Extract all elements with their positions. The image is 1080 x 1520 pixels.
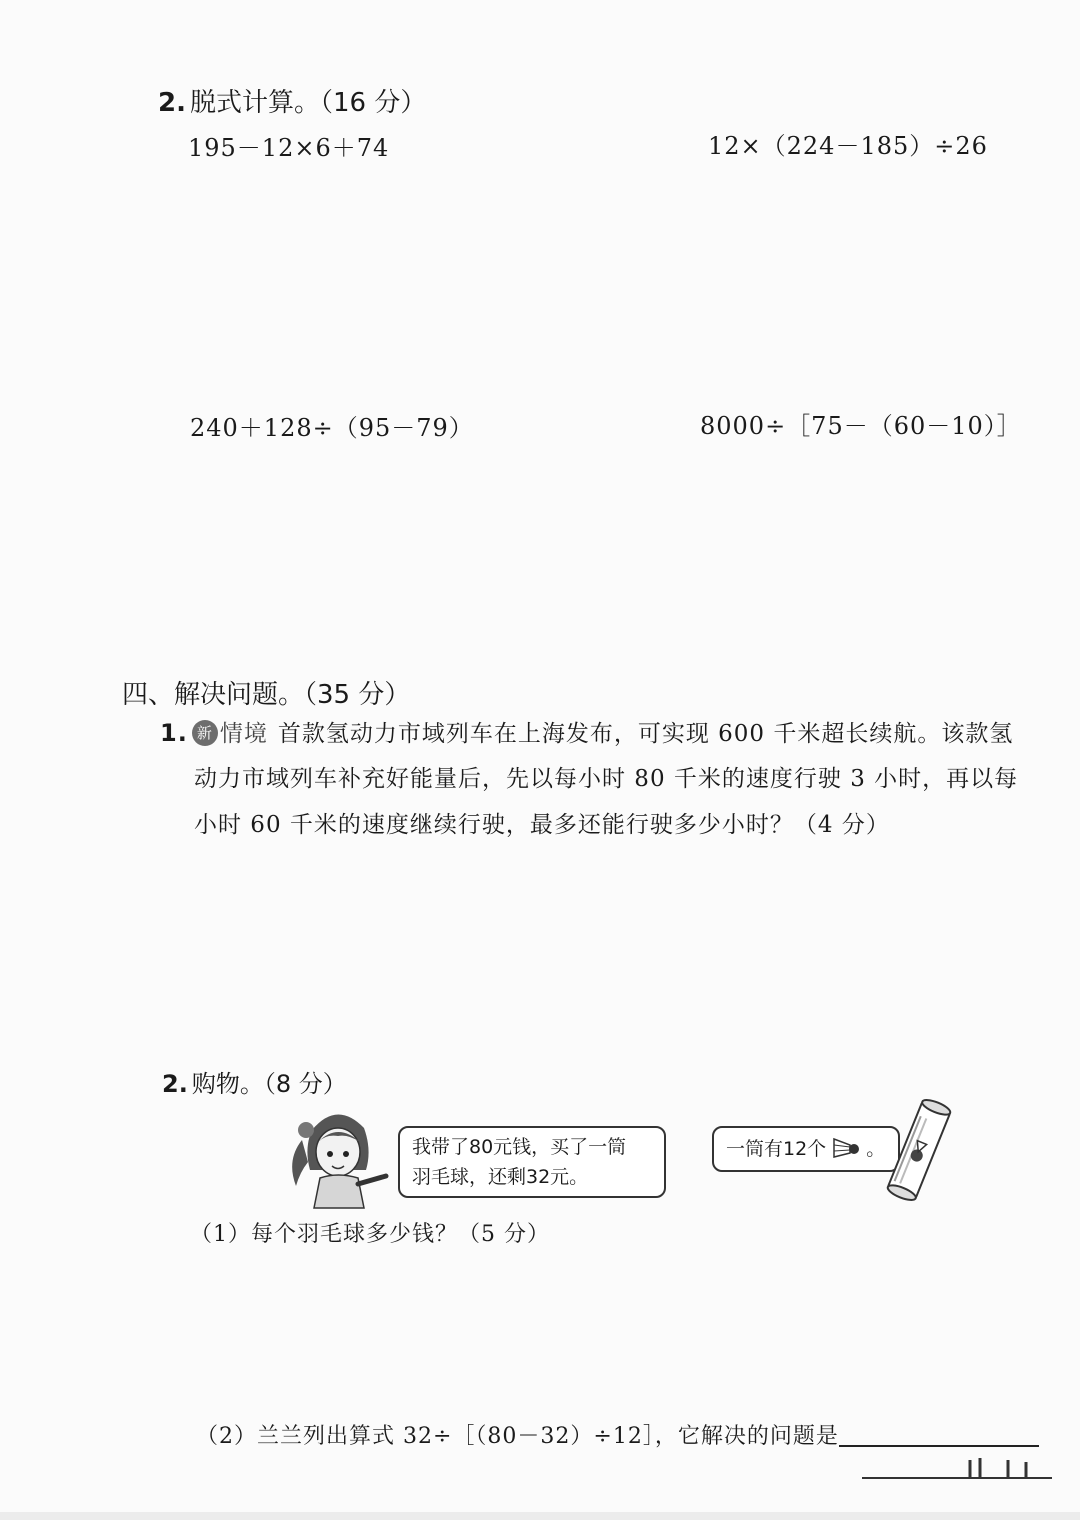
question-1-number: 1. — [160, 719, 188, 747]
expression-3: 240＋128÷（95－79） — [190, 414, 474, 442]
speech-bubble-girl-line-2: 羽毛球，还剩32元。 — [412, 1166, 589, 1188]
question-2-number: 2. — [162, 1070, 188, 1098]
question-2-title: 购物。（8 分） — [191, 1070, 347, 1098]
section-2-heading — [158, 82, 426, 119]
part-4-heading: 四、解决问题。（35 分） — [122, 680, 411, 710]
sub-question-2 — [196, 1414, 1039, 1460]
speech-bubble-tube — [712, 1126, 900, 1172]
expression-2: 12×（224－185）÷26 — [708, 132, 988, 160]
speech-bubble-tube-end: 。 — [866, 1138, 886, 1160]
situation-tag: 情境 — [219, 721, 268, 747]
answer-blank[interactable] — [839, 1423, 1039, 1447]
question-2-heading — [162, 1064, 347, 1099]
section-2-title: 脱式计算。（16 分） — [189, 88, 427, 118]
speech-bubble-tube-text: 一筒有12个 — [726, 1138, 827, 1160]
question-1-text-line-1: 首款氢动力市域列车在上海发布，可实现 600 千米超长续航。该款氢 — [277, 721, 1014, 747]
shuttlecock-tube-icon — [884, 1098, 954, 1202]
girl-illustration — [282, 1100, 392, 1212]
bottom-edge-marks — [862, 1456, 1052, 1484]
speech-bubble-girl-line-1: 我带了80元钱，买了一筒 — [412, 1136, 627, 1158]
sub-question-2-text: （2）兰兰列出算式 32÷［（80－32）÷12］，它解决的问题是 — [196, 1424, 839, 1449]
expression-4: 8000÷［75－（60－10）］ — [700, 412, 1022, 440]
question-1-text-line-3: 小时 60 千米的速度继续行驶，最多还能行驶多少小时？（4 分） — [194, 812, 890, 838]
shuttlecock-icon — [832, 1137, 860, 1159]
expression-1: 195－12×6＋74 — [188, 134, 390, 162]
page-bottom-edge — [0, 1512, 1080, 1520]
speech-bubble-girl — [398, 1126, 666, 1198]
sub-question-1: （1）每个羽毛球多少钱？（5 分） — [190, 1222, 550, 1247]
new-badge-icon: 新 — [192, 720, 218, 746]
section-2-number: 2. — [158, 88, 186, 118]
question-1-line-1 — [160, 710, 1013, 757]
question-1-text-line-2: 动力市域列车补充好能量后，先以每小时 80 千米的速度行驶 3 小时，再以每 — [194, 766, 1019, 792]
